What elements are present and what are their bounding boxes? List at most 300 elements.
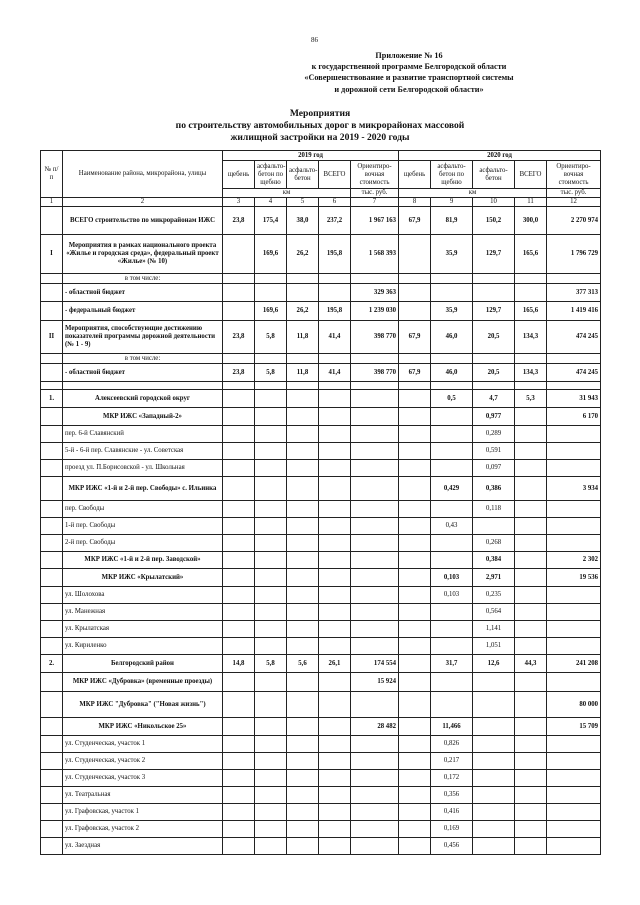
row-number — [41, 638, 63, 655]
row-value: 174 554 — [351, 655, 399, 673]
row-number — [41, 207, 63, 235]
appendix-line: и дорожной сети Белгородской области» — [334, 84, 484, 94]
row-value — [473, 382, 515, 390]
row-number: 2. — [41, 655, 63, 673]
row-value: 474 245 — [547, 321, 601, 354]
row-value — [431, 535, 473, 552]
row-value — [319, 426, 351, 443]
row-value — [399, 621, 431, 638]
row-value — [515, 692, 547, 718]
table-row — [41, 426, 601, 443]
row-value — [399, 274, 431, 284]
row-value: 129,7 — [473, 235, 515, 274]
header-unit-rub: тыс. руб. — [351, 189, 399, 198]
row-value — [515, 753, 547, 770]
row-value — [319, 518, 351, 535]
row-value — [319, 821, 351, 838]
row-value: 3 934 — [547, 477, 601, 501]
row-value — [287, 736, 319, 753]
row-value — [473, 736, 515, 753]
row-value — [319, 787, 351, 804]
row-value — [287, 821, 319, 838]
row-value — [255, 382, 287, 390]
row-value — [547, 770, 601, 787]
row-value: 175,4 — [255, 207, 287, 235]
row-value — [399, 354, 431, 364]
row-number — [41, 443, 63, 460]
row-value — [515, 408, 547, 426]
row-value — [399, 770, 431, 787]
table-row — [41, 804, 601, 821]
row-value: 169,6 — [255, 235, 287, 274]
row-value — [351, 443, 399, 460]
row-value — [319, 443, 351, 460]
row-value: 0,289 — [473, 426, 515, 443]
row-value — [515, 838, 547, 855]
row-value: 41,4 — [319, 364, 351, 382]
row-value — [547, 501, 601, 518]
row-value — [287, 284, 319, 302]
row-name: 5-й - 6-й пер. Славянские - ул. Советская — [63, 443, 223, 460]
row-name: ул. Шолохова — [63, 587, 223, 604]
table-row — [41, 638, 601, 655]
row-number: I — [41, 235, 63, 274]
row-value — [431, 408, 473, 426]
row-value: 19 536 — [547, 569, 601, 587]
row-value — [547, 354, 601, 364]
row-number — [41, 284, 63, 302]
row-value — [351, 382, 399, 390]
row-value — [223, 821, 255, 838]
row-value — [399, 587, 431, 604]
row-value — [287, 354, 319, 364]
row-value — [319, 552, 351, 569]
row-value: 0,429 — [431, 477, 473, 501]
row-name: ул. Студенческая, участок 1 — [63, 736, 223, 753]
row-value — [351, 587, 399, 604]
row-value — [351, 736, 399, 753]
row-value — [351, 390, 399, 408]
row-number — [41, 382, 63, 390]
row-value — [287, 621, 319, 638]
row-number — [41, 838, 63, 855]
row-value: 2,971 — [473, 569, 515, 587]
roads-table — [40, 150, 601, 855]
row-value: 44,3 — [515, 655, 547, 673]
header-year-2019: 2019 год — [223, 151, 399, 161]
row-value: 329 363 — [351, 284, 399, 302]
appendix-line: «Совершенствование и развитие транспортной системы — [304, 73, 514, 83]
table-row — [41, 736, 601, 753]
row-value — [287, 587, 319, 604]
row-value — [351, 569, 399, 587]
row-value — [287, 569, 319, 587]
row-value: 237,2 — [319, 207, 351, 235]
row-value: 0,416 — [431, 804, 473, 821]
row-value — [399, 382, 431, 390]
row-value — [319, 460, 351, 477]
row-value — [399, 443, 431, 460]
row-value: 5,8 — [255, 364, 287, 382]
column-number: 10 — [473, 198, 515, 207]
row-value: 67,9 — [399, 364, 431, 382]
row-number — [41, 460, 63, 477]
row-name: ул. Театральная — [63, 787, 223, 804]
row-value: 150,2 — [473, 207, 515, 235]
row-value: 15 709 — [547, 718, 601, 736]
row-value — [223, 569, 255, 587]
row-value — [351, 753, 399, 770]
row-value — [287, 770, 319, 787]
row-value — [473, 354, 515, 364]
row-value: 31,7 — [431, 655, 473, 673]
row-value — [547, 804, 601, 821]
row-value — [547, 535, 601, 552]
row-value — [431, 604, 473, 621]
table-row — [41, 364, 601, 382]
row-value: 0,591 — [473, 443, 515, 460]
header-asphalt: асфальто-бетон — [473, 161, 515, 189]
row-value — [351, 501, 399, 518]
row-value — [223, 302, 255, 321]
row-value — [319, 354, 351, 364]
row-value — [351, 621, 399, 638]
row-number — [41, 274, 63, 284]
row-value: 1,051 — [473, 638, 515, 655]
row-value: 15 924 — [351, 673, 399, 692]
row-value — [473, 838, 515, 855]
row-value: 169,6 — [255, 302, 287, 321]
column-number: 11 — [515, 198, 547, 207]
row-number — [41, 569, 63, 587]
row-number — [41, 501, 63, 518]
title-line: жилищной застройки на 2019 - 2020 годы — [230, 132, 410, 143]
row-value — [255, 838, 287, 855]
row-name: Алексеевский городской округ — [63, 390, 223, 408]
row-value — [287, 718, 319, 736]
row-name: ВСЕГО строительство по микрорайонам ИЖС — [63, 207, 223, 235]
row-value — [351, 821, 399, 838]
row-value — [223, 443, 255, 460]
row-value — [431, 426, 473, 443]
row-value — [351, 426, 399, 443]
row-value — [547, 587, 601, 604]
row-value — [399, 518, 431, 535]
row-name: МКР ИЖС «1-й и 2-й пер. Заводской» — [63, 552, 223, 569]
row-value — [223, 284, 255, 302]
row-value — [431, 284, 473, 302]
row-value: 14,8 — [223, 655, 255, 673]
row-value: 0,5 — [431, 390, 473, 408]
row-value — [287, 552, 319, 569]
row-value: 398 770 — [351, 364, 399, 382]
row-value: 165,6 — [515, 235, 547, 274]
row-value — [547, 821, 601, 838]
row-value — [255, 569, 287, 587]
row-number — [41, 692, 63, 718]
row-value — [399, 426, 431, 443]
row-value: 0,268 — [473, 535, 515, 552]
row-number — [41, 787, 63, 804]
row-value — [431, 443, 473, 460]
row-name: МКР ИЖС "Дубровка" ("Новая жизнь") — [63, 692, 223, 718]
row-value: 1 967 163 — [351, 207, 399, 235]
row-value: 46,0 — [431, 364, 473, 382]
row-value — [223, 621, 255, 638]
row-value: 4,7 — [473, 390, 515, 408]
row-value — [223, 638, 255, 655]
row-value: 23,8 — [223, 207, 255, 235]
row-value — [351, 552, 399, 569]
row-value — [399, 753, 431, 770]
row-value — [255, 673, 287, 692]
row-value — [547, 443, 601, 460]
table-row — [41, 302, 601, 321]
row-value — [515, 770, 547, 787]
row-value — [515, 274, 547, 284]
row-name: ул. Кириленко — [63, 638, 223, 655]
row-value: 0,217 — [431, 753, 473, 770]
row-value: 2 270 974 — [547, 207, 601, 235]
row-value — [319, 587, 351, 604]
column-number: 6 — [319, 198, 351, 207]
row-value — [547, 638, 601, 655]
row-value — [223, 838, 255, 855]
row-value: 11,8 — [287, 321, 319, 354]
row-number — [41, 736, 63, 753]
table-row — [41, 753, 601, 770]
row-value — [223, 518, 255, 535]
row-value: 0,103 — [431, 587, 473, 604]
row-value: 0,118 — [473, 501, 515, 518]
title-line: по строительству автомобильных дорог в микрорайонах массовой — [175, 120, 465, 131]
header-cost: Ориентиро-вочная стоимость — [547, 161, 601, 189]
row-value: 6 170 — [547, 408, 601, 426]
row-value — [351, 638, 399, 655]
row-number — [41, 535, 63, 552]
row-value — [515, 621, 547, 638]
row-value — [223, 736, 255, 753]
row-name: 1-й пер. Свободы — [63, 518, 223, 535]
row-name: ул. Крылатская — [63, 621, 223, 638]
title-line: Мероприятия — [289, 108, 351, 119]
row-value — [399, 408, 431, 426]
row-value — [399, 718, 431, 736]
row-value — [223, 718, 255, 736]
row-value — [223, 460, 255, 477]
row-value — [287, 501, 319, 518]
row-value: 80 000 — [547, 692, 601, 718]
row-value — [351, 408, 399, 426]
row-value — [515, 604, 547, 621]
row-value — [473, 770, 515, 787]
row-name: Мероприятия, способствующие достижению показателей программы дорожной деятельности (№ 1 - 9) — [63, 321, 223, 354]
row-value — [223, 274, 255, 284]
row-value — [287, 382, 319, 390]
row-value — [515, 382, 547, 390]
row-number — [41, 604, 63, 621]
row-value — [351, 770, 399, 787]
row-value — [399, 284, 431, 302]
row-value — [319, 390, 351, 408]
row-value — [515, 736, 547, 753]
row-value — [399, 477, 431, 501]
row-name — [63, 382, 223, 390]
row-value — [319, 692, 351, 718]
appendix-header — [264, 50, 554, 95]
row-value — [319, 501, 351, 518]
column-number: 3 — [223, 198, 255, 207]
row-value — [223, 770, 255, 787]
row-value — [287, 518, 319, 535]
row-value — [319, 673, 351, 692]
column-number: 9 — [431, 198, 473, 207]
row-value: 11,8 — [287, 364, 319, 382]
table-row — [41, 604, 601, 621]
row-value — [287, 787, 319, 804]
row-value — [351, 787, 399, 804]
row-value — [319, 638, 351, 655]
row-value — [399, 460, 431, 477]
table-row — [41, 838, 601, 855]
row-value — [287, 692, 319, 718]
row-number — [41, 354, 63, 364]
row-name: в том числе: — [63, 274, 223, 284]
row-value — [319, 770, 351, 787]
row-value: 300,0 — [515, 207, 547, 235]
row-value — [255, 460, 287, 477]
row-value — [473, 718, 515, 736]
row-value — [515, 804, 547, 821]
table-row — [41, 787, 601, 804]
row-value — [223, 604, 255, 621]
row-value: 67,9 — [399, 207, 431, 235]
row-value — [255, 736, 287, 753]
row-value — [399, 302, 431, 321]
row-value — [547, 673, 601, 692]
row-value — [431, 382, 473, 390]
row-value — [547, 460, 601, 477]
row-value — [473, 673, 515, 692]
row-value: 46,0 — [431, 321, 473, 354]
row-value — [287, 274, 319, 284]
row-value — [255, 718, 287, 736]
header-asphalt-on-stone: асфальто-бетон по щебню — [431, 161, 473, 189]
row-value — [351, 838, 399, 855]
row-value — [287, 408, 319, 426]
table-row — [41, 655, 601, 673]
row-value — [223, 804, 255, 821]
row-name: Белгородский район — [63, 655, 223, 673]
table-row — [41, 587, 601, 604]
row-number — [41, 518, 63, 535]
row-value — [399, 552, 431, 569]
row-name: МКР ИЖС «Никольское 25» — [63, 718, 223, 736]
row-value — [255, 638, 287, 655]
row-value — [431, 501, 473, 518]
row-value: 35,9 — [431, 302, 473, 321]
row-value — [431, 460, 473, 477]
row-value: 35,9 — [431, 235, 473, 274]
row-number — [41, 804, 63, 821]
row-value: 0,103 — [431, 569, 473, 587]
row-value — [223, 235, 255, 274]
row-value — [431, 673, 473, 692]
row-value — [473, 787, 515, 804]
row-value — [399, 673, 431, 692]
row-value — [351, 354, 399, 364]
row-value: 1,141 — [473, 621, 515, 638]
row-value — [223, 501, 255, 518]
column-number: 5 — [287, 198, 319, 207]
row-value: 31 943 — [547, 390, 601, 408]
document-title — [140, 108, 500, 144]
row-value — [287, 460, 319, 477]
row-number — [41, 364, 63, 382]
table-row — [41, 443, 601, 460]
row-value: 67,9 — [399, 321, 431, 354]
column-number: 7 — [351, 198, 399, 207]
row-value: 377 313 — [547, 284, 601, 302]
row-value — [473, 804, 515, 821]
row-value: 11,466 — [431, 718, 473, 736]
row-value — [399, 736, 431, 753]
row-number — [41, 408, 63, 426]
row-value: 23,8 — [223, 364, 255, 382]
row-name: пер. Свободы — [63, 501, 223, 518]
row-value — [255, 354, 287, 364]
row-value — [351, 535, 399, 552]
row-value — [319, 838, 351, 855]
row-value — [319, 753, 351, 770]
column-number: 4 — [255, 198, 287, 207]
row-value — [255, 284, 287, 302]
row-value — [287, 535, 319, 552]
row-value — [319, 284, 351, 302]
row-value — [255, 477, 287, 501]
table-row — [41, 501, 601, 518]
table-row — [41, 770, 601, 787]
table-row — [41, 673, 601, 692]
row-value — [431, 354, 473, 364]
row-value — [515, 535, 547, 552]
table-row — [41, 552, 601, 569]
row-name: МКР ИЖС «1-й и 2-й пер. Свободы» с. Ильинка — [63, 477, 223, 501]
row-value — [319, 274, 351, 284]
row-value: 195,8 — [319, 235, 351, 274]
row-name: ул. Студенческая, участок 3 — [63, 770, 223, 787]
row-value — [223, 753, 255, 770]
row-value — [255, 274, 287, 284]
row-value — [431, 638, 473, 655]
row-value — [319, 736, 351, 753]
row-value — [319, 569, 351, 587]
row-value — [223, 787, 255, 804]
row-value — [255, 621, 287, 638]
row-value — [287, 673, 319, 692]
header-cost: Ориентиро-вочная стоимость — [351, 161, 399, 189]
row-value — [319, 382, 351, 390]
row-value: 0,43 — [431, 518, 473, 535]
table-row — [41, 390, 601, 408]
row-value: 1 568 393 — [351, 235, 399, 274]
row-value — [255, 535, 287, 552]
row-name: - федеральный бюджет — [63, 302, 223, 321]
row-value — [399, 390, 431, 408]
row-value — [547, 621, 601, 638]
row-value — [223, 354, 255, 364]
row-value — [319, 718, 351, 736]
